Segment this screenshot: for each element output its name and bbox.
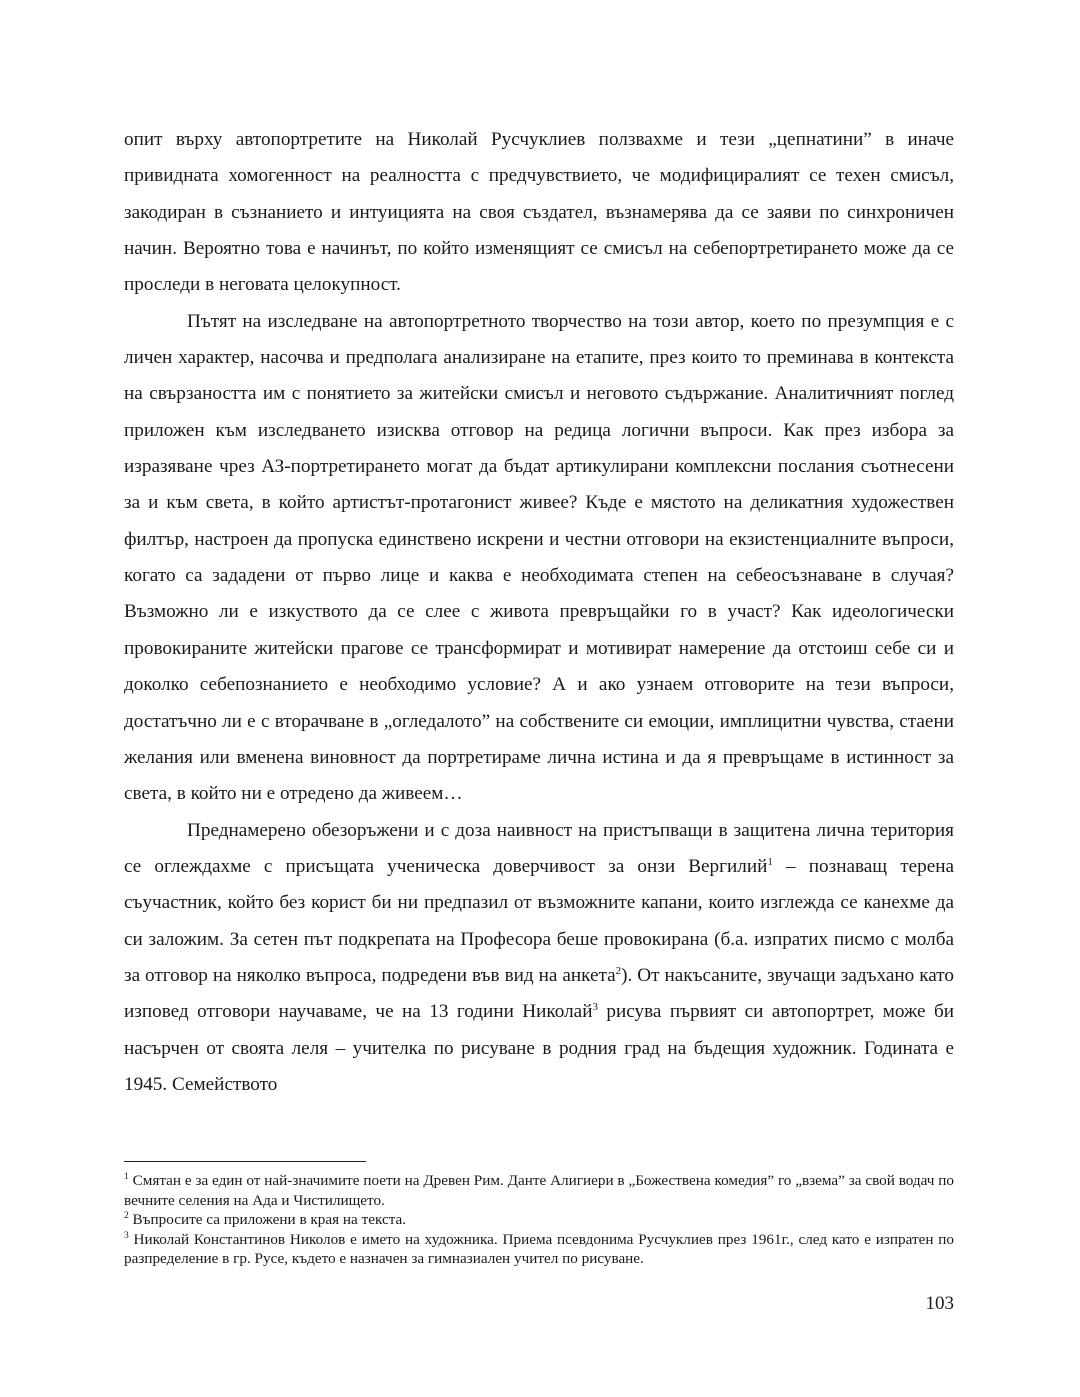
footnote-ref-1[interactable]: 1 xyxy=(767,855,773,868)
paragraph-3-part-1: Преднамерено обезоръжени и с доза наивност на пристъпващи в защитена лична територия се оглеждахме с присъщата ученическа доверчивост за онзи Вергилий xyxy=(124,819,954,877)
footnote-1-text: Смятан е за един от най-значимите поети на Древен Рим. Данте Алигиери в „Божествена комедия” го „взема” за свой водач по вечните селения на Ада и Чистилището. xyxy=(124,1172,954,1209)
paragraph-3-part-3: ). От накъсаните, звучащи задъхано като изповед отговори научаваме, че на 13 години Николай xyxy=(124,964,954,1023)
footnote-2-text: Въпросите са приложени в края на текста. xyxy=(128,1211,407,1229)
footnote-3 xyxy=(124,1230,954,1269)
paragraph-3 xyxy=(124,813,954,1104)
paragraph-3-part-4: рисува първият си автопортрет, може би насърчен от своята леля – учителка по рисуване в родния град на бъдещия художник. Годината е 1945. Семейството xyxy=(124,1001,955,1095)
footnote-ref-3[interactable]: 3 xyxy=(592,1001,598,1014)
footnote-ref-2[interactable]: 2 xyxy=(615,964,622,977)
footnote-1-mark: 1 xyxy=(124,1172,129,1182)
paragraph-3-part-2: – познаващ терена съучастник, който без корист би ни предпазил от възможните капани, които изглежда се канехме да си заложим. За сетен път подкрепата на Професора беше провокирана (б.а. изпратих писмо с молба за отговор на няколко въпроса, подредени във вид на анкета xyxy=(124,855,955,986)
footnote-1 xyxy=(124,1171,954,1210)
footnote-3-text: Николай Константинов Николов е името на художника. Приема псевдонима Русчуклиев през 1961г., след като е изпратен по разпределение в гр. Русе, където е назначен за гимназиален учител по рисуване. xyxy=(124,1230,954,1268)
footnotes xyxy=(124,1171,954,1269)
footnote-separator xyxy=(124,1161,366,1162)
footnote-2 xyxy=(124,1210,954,1230)
page-number: 103 xyxy=(925,1293,954,1314)
footnote-3-mark: 3 xyxy=(124,1230,129,1241)
body-text xyxy=(124,122,954,1103)
paragraph-2: Пътят на изследване на автопортретното творчество на този автор, което по презумпция е с личен характер, насочва и предполага анализиране на етапите, през които то преминава в контекста на свързаността им с понятието за житейски смисъл и неговото съдържание. Аналитичният поглед приложен към изследването изисква отговор на редица логични въпроси. Как през избора за изразяване чрез АЗ-портретирането могат да бъдат артикулирани комплексни послания съотнесени за и към света, в който артистът-протагонист живее? Къде е мястото на деликатния художествен филтър, настроен да пропуска единствено искрени и честни отговори на екзистенциалните въпроси, когато са зададени от първо лице и каква е необходимата степен на себеосъзнаване в случая? Възможно ли е изкуството да се слее с живота превръщайки го в участ? Как идеологически провокираните житейски прагове се трансформират и мотивират намерение да отстоиш себе си и доколко себепознанието е необходимо условие? А и ако узнаем отговорите на тези въпроси, достатъчно ли е с вторачване в „огледалото” на собствените си емоции, имплицитни чувства, стаени желания или вменена виновност да портретираме лична истина и да я превръщаме в истинност за света, в който ни е отредено да живеем… xyxy=(124,310,954,805)
paragraph-1: опит върху автопортретите на Николай Русчуклиев ползвахме и тези „цепнатини” в иначе привидната хомогенност на реалността с предчувствието, че модифициралият се техен смисъл, закодиран в съзнанието и интуицията на своя създател, възнамерява да се заяви по синхроничен начин. Вероятно това е начинът, по който изменящият се смисъл на себепортретирането може да се проследи в неговата целокупност. xyxy=(124,129,954,296)
footnote-2-mark: 2 xyxy=(124,1211,129,1222)
